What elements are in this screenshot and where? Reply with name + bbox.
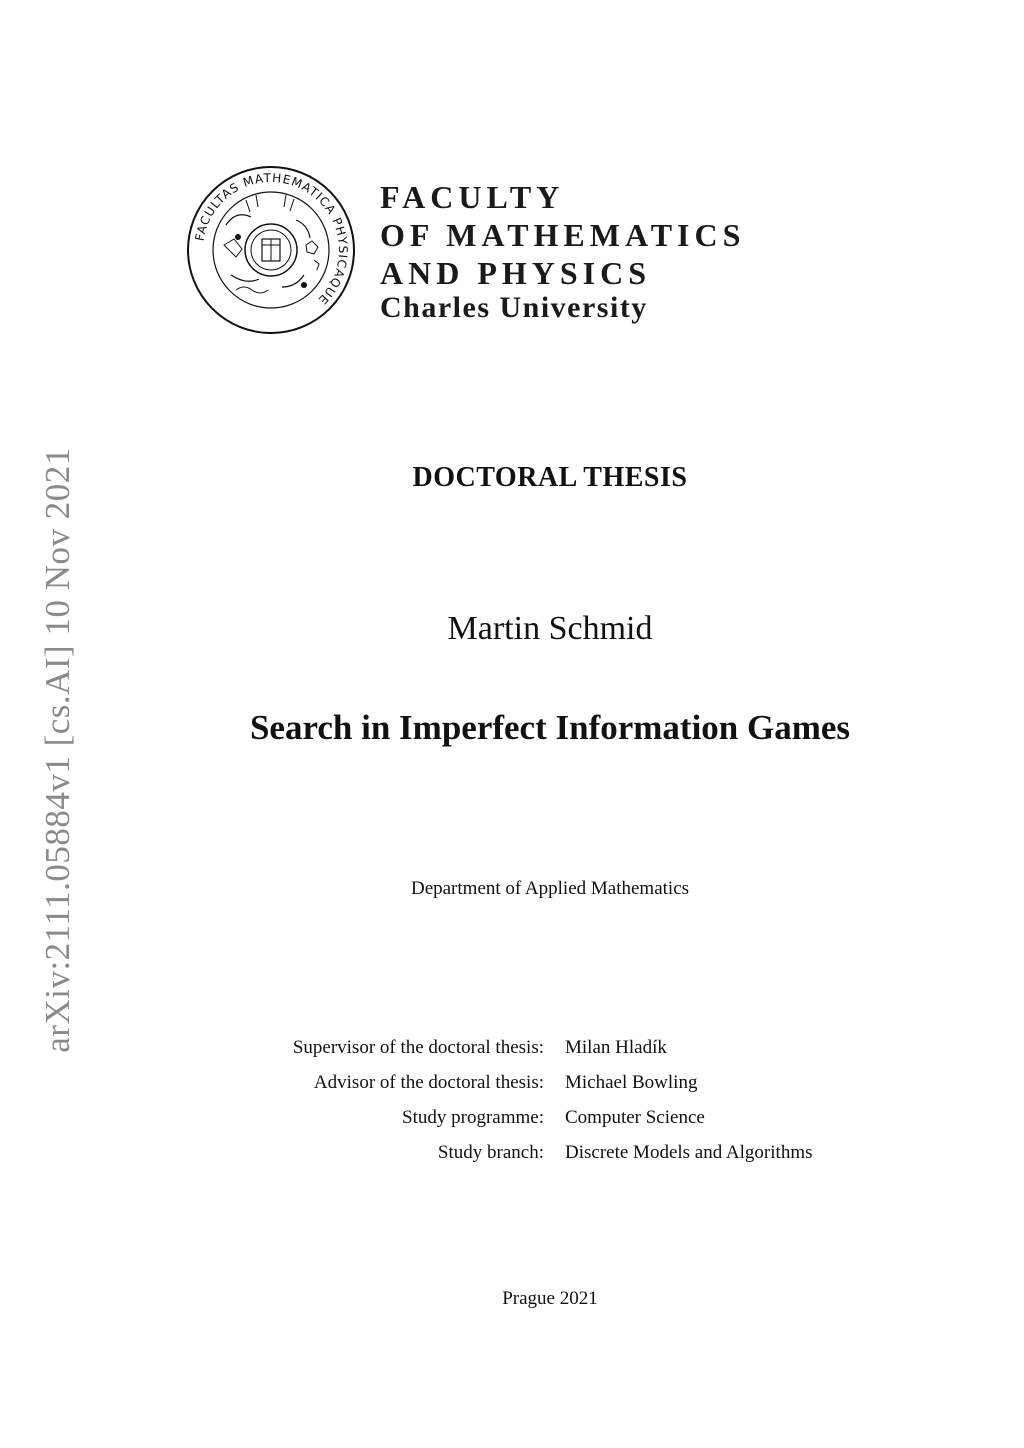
detail-row-supervisor xyxy=(200,1030,813,1065)
detail-row-advisor xyxy=(200,1065,813,1100)
detail-row-branch xyxy=(200,1135,813,1170)
author-name: Martin Schmid xyxy=(447,610,653,647)
detail-label: Supervisor of the doctoral thesis: xyxy=(292,1036,544,1058)
thesis-type-heading: DOCTORAL THESIS xyxy=(412,462,688,493)
detail-label: Study branch: xyxy=(437,1141,544,1163)
faculty-line-2: OF MATHEMATICS xyxy=(380,217,746,253)
thesis-details xyxy=(200,1030,813,1170)
thesis-title: Search in Imperfect Information Games xyxy=(249,708,851,747)
detail-value: Milan Hladík xyxy=(565,1036,667,1058)
detail-value: Michael Bowling xyxy=(565,1071,698,1093)
university-name: Charles University xyxy=(380,291,648,324)
detail-label: Advisor of the doctoral thesis: xyxy=(313,1071,544,1093)
seal-ring-text: FACULTAS MATHEMATICA PHYSICAQUE xyxy=(192,170,351,308)
place-and-year: Prague 2021 xyxy=(502,1288,598,1309)
faculty-name-block xyxy=(380,178,745,326)
detail-row-programme xyxy=(200,1100,813,1135)
detail-value: Discrete Models and Algorithms xyxy=(565,1141,813,1163)
faculty-line-1: FACULTY xyxy=(380,179,565,215)
arxiv-identifier: arXiv:2111.05884v1 [cs.AI] 10 Nov 2021 xyxy=(38,447,77,1053)
faculty-seal-icon xyxy=(186,165,356,335)
faculty-line-3: AND PHYSICS xyxy=(380,255,652,291)
detail-value: Computer Science xyxy=(565,1106,705,1128)
department-name: Department of Applied Mathematics xyxy=(410,878,690,899)
detail-label: Study programme: xyxy=(402,1106,544,1128)
